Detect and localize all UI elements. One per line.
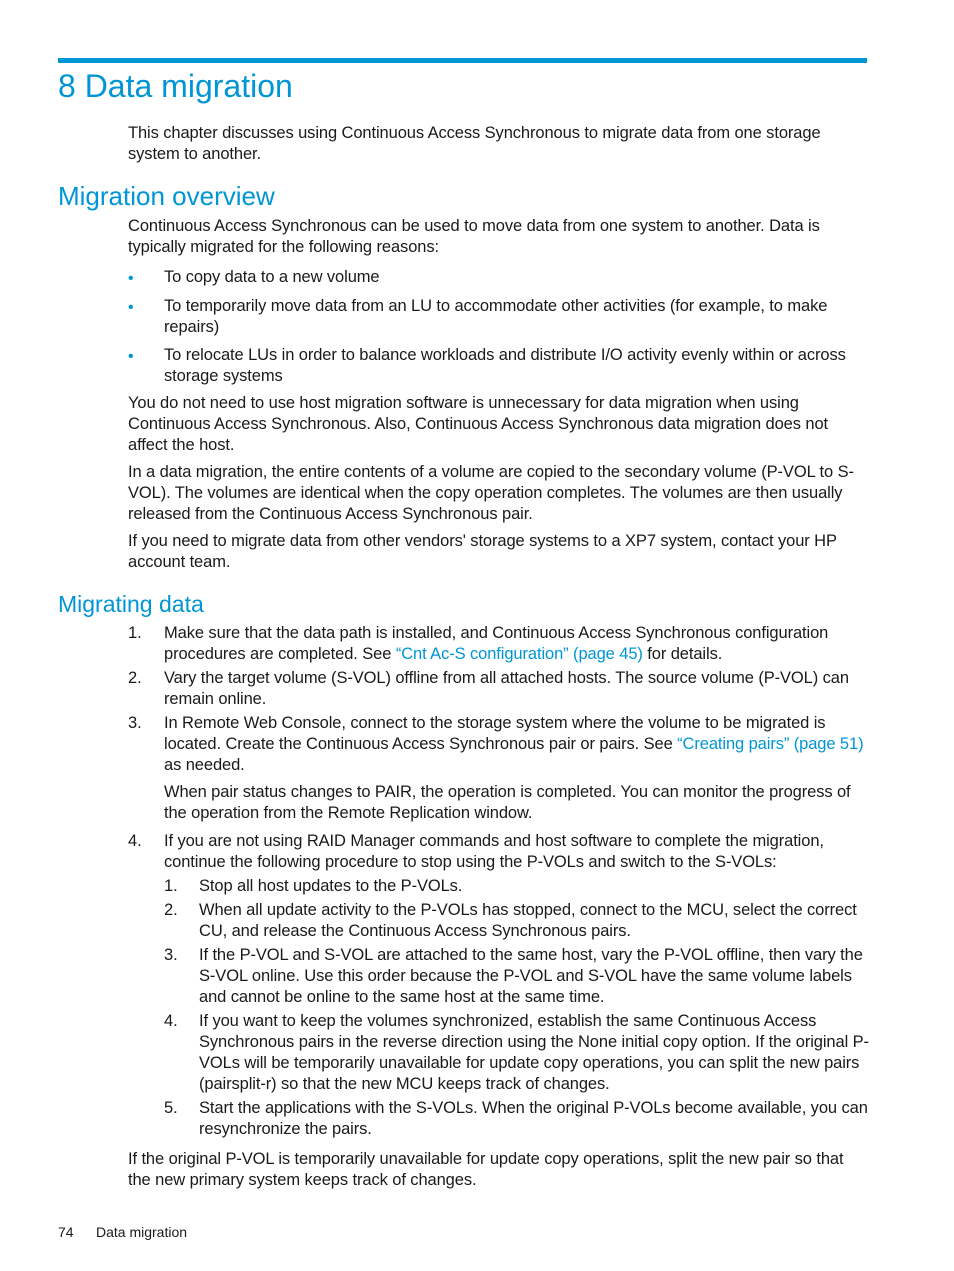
substep-number: 2. <box>164 901 178 919</box>
step-item <box>164 713 870 776</box>
section-heading-overview: Migration overview <box>58 181 275 211</box>
closing-paragraph: If the original P-VOL is temporarily unavailable for update copy operations, split the new pair so that the new primary system keeps track of changes. <box>128 1150 844 1189</box>
substep-item: When all update activity to the P-VOLs has stopped, connect to the MCU, select the correct CU, and release the Continuous Access Synchronous pairs. <box>199 901 857 940</box>
step-number: 3. <box>128 714 142 732</box>
bullet-item: To relocate LUs in order to balance workloads and distribute I/O activity evenly within or across storage systems <box>164 346 846 385</box>
step-text: Make sure that the data path is installed, and Continuous Access Synchronous configuration procedures are completed. See <box>164 624 829 663</box>
chapter-intro: This chapter discusses using Continuous Access Synchronous to migrate data from one storage system to another. <box>128 124 821 163</box>
step-number: 2. <box>128 669 142 687</box>
bullet-item: To copy data to a new volume <box>164 268 380 286</box>
substep-number: 3. <box>164 946 178 964</box>
step-number: 1. <box>128 624 142 642</box>
footer-label: Data migration <box>96 1224 188 1240</box>
step-number: 4. <box>128 832 142 850</box>
config-page-link[interactable]: “Cnt Ac-S configuration” (page 45) <box>395 645 643 663</box>
step-item: If you are not using RAID Manager commands and host software to complete the migration, continue the following procedure to stop using the P-VOLs and switch to the S-VOLs: <box>164 832 824 871</box>
step-item: Vary the target volume (S-VOL) offline from all attached hosts. The source volume (P-VOL) can remain online. <box>164 669 849 708</box>
overview-intro: Continuous Access Synchronous can be used to move data from one system to another. Data is typically migrated for the following reasons: <box>128 217 820 256</box>
substep-item: If you want to keep the volumes synchronized, establish the same Continuous Access Synchronous pairs in the reverse direction using the None initial copy option. If the original P-VOLs will be temporarily unavailable for update copy operations, you can split the new pairs (pairsplit-r) so that the new MCU keeps track of changes. <box>199 1012 869 1093</box>
bullet-icon: • <box>128 348 134 365</box>
substep-item: Start the applications with the S-VOLs. When the original P-VOLs become available, you can resynchronize the pairs. <box>199 1099 868 1138</box>
bullet-icon: • <box>128 299 134 316</box>
chapter-rule <box>58 58 867 63</box>
substep-number: 4. <box>164 1012 178 1030</box>
section-heading-migrating: Migrating data <box>58 591 204 617</box>
step-text: In Remote Web Console, connect to the storage system where the volume to be migrated is located. Create the Continuous Access Synchronous pair or pairs. See <box>164 714 826 753</box>
overview-paragraph: If you need to migrate data from other vendors' storage systems to a XP7 system, contact your HP account team. <box>128 532 837 571</box>
overview-paragraph: You do not need to use host migration software is unnecessary for data migration when using Continuous Access Synchronous. Also, Continuous Access Synchronous data migration does not affect the host. <box>128 394 829 454</box>
step-text: as needed. <box>164 756 245 774</box>
substep-item: If the P-VOL and S-VOL are attached to the same host, vary the P-VOL offline, then vary the S-VOL online. Use this order because the P-VOL and S-VOL have the same volume labels and cannot be online to the same host at the same time. <box>199 946 863 1006</box>
bullet-icon: • <box>128 270 134 287</box>
step-item <box>164 623 870 665</box>
step-note: When pair status changes to PAIR, the operation is completed. You can monitor the progress of the operation from the Remote Replication window. <box>164 783 851 822</box>
creating-pairs-link[interactable]: “Creating pairs” (page 51) <box>677 735 864 753</box>
page-number: 74 <box>58 1224 74 1240</box>
chapter-title: 8 Data migration <box>58 68 293 104</box>
substep-item: Stop all host updates to the P-VOLs. <box>199 877 463 895</box>
overview-paragraph: In a data migration, the entire contents of a volume are copied to the secondary volume (P-VOL to S-VOL). The volumes are identical when the copy operation completes. The volumes are then usually released from the Continuous Access Synchronous pair. <box>128 463 854 523</box>
bullet-item: To temporarily move data from an LU to accommodate other activities (for example, to make repairs) <box>164 297 828 336</box>
substep-number: 1. <box>164 877 178 895</box>
substep-number: 5. <box>164 1099 178 1117</box>
step-text: for details. <box>642 645 723 663</box>
